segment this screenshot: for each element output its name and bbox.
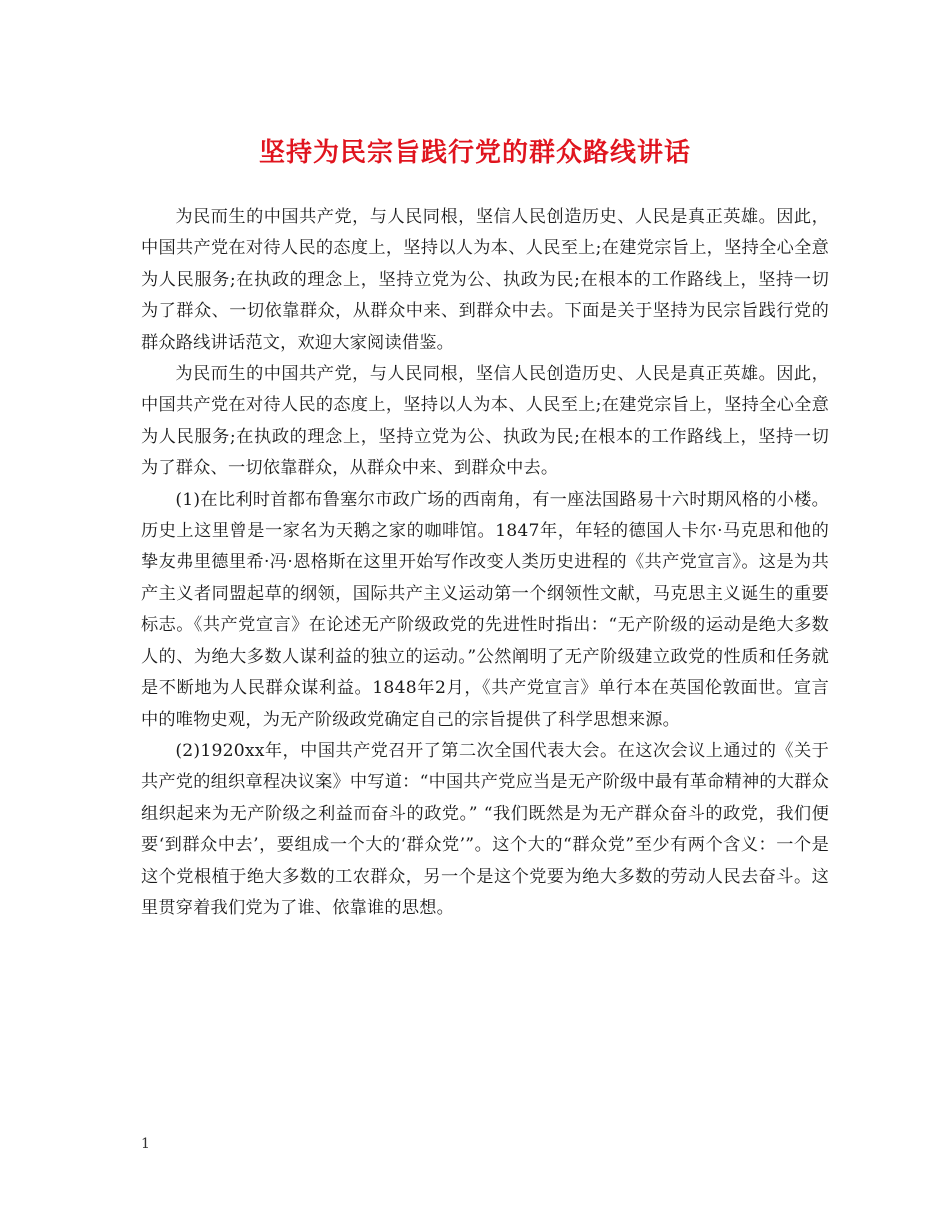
paragraph-second-congress: (2)1920xx年，中国共产党召开了第二次全国代表大会。在这次会议上通过的《关于共产党的组织章程决议案》中写道：“中国共产党应当是无产阶级中最有革命精神的大群众组织起来为无产阶级之利益而奋斗的政党。” “我们既然是为无产群众奋斗的政党，我们便要‘到群众中去’，要组成一个大的‘群众党’”。这个大的“群众党”至少有两个含义：一个是这个党根植于绝大多数的工农群众，另一个是这个党要为绝大多数的劳动人民去奋斗。这里贯穿着我们党为了谁、依靠谁的思想。	[141, 740, 829, 918]
document-body	[141, 202, 829, 924]
paragraph-intro: 为民而生的中国共产党，与人民同根，坚信人民创造历史、人民是真正英雄。因此，中国共产党在对待人民的态度上，坚持以人为本、人民至上;在建党宗旨上，坚持全心全意为人民服务;在执政的理念上，坚持立党为公、执政为民;在根本的工作路线上，坚持一切为了群众、一切依靠群众，从群众中来、到群众中去。下面是关于坚持为民宗旨践行党的群众路线讲话范文，欢迎大家阅读借鉴。	[141, 207, 829, 353]
paragraph-repeat: 为民而生的中国共产党，与人民同根，坚信人民创造历史、人民是真正英雄。因此，中国共产党在对待人民的态度上，坚持以人为本、人民至上;在建党宗旨上，坚持全心全意为人民服务;在执政的理念上，坚持立党为公、执政为民;在根本的工作路线上，坚持一切为了群众、一切依靠群众，从群众中来、到群众中去。	[141, 364, 829, 479]
document-title: 坚持为民宗旨践行党的群众路线讲话	[258, 138, 691, 168]
paragraph-manifesto: (1)在比利时首都布鲁塞尔市政广场的西南角，有一座法国路易十六时期风格的小楼。历史上这里曾是一家名为天鹅之家的咖啡馆。1847年，年轻的德国人卡尔·马克思和他的挚友弗里德里希·冯·恩格斯在这里开始写作改变人类历史进程的《共产党宣言》。这是为共产主义者同盟起草的纲领，国际共产主义运动第一个纲领性文献，马克思主义诞生的重要标志。《共产党宣言》在论述无产阶级政党的先进性时指出：“无产阶级的运动是绝大多数人的、为绝大多数人谋利益的独立的运动。”公然阐明了无产阶级建立政党的性质和任务就是不断地为人民群众谋利益。1848年2月，《共产党宣言》单行本在英国伦敦面世。宣言中的唯物史观，为无产阶级政党确定自己的宗旨提供了科学思想来源。	[141, 489, 829, 730]
page-number: 1	[141, 1136, 150, 1152]
